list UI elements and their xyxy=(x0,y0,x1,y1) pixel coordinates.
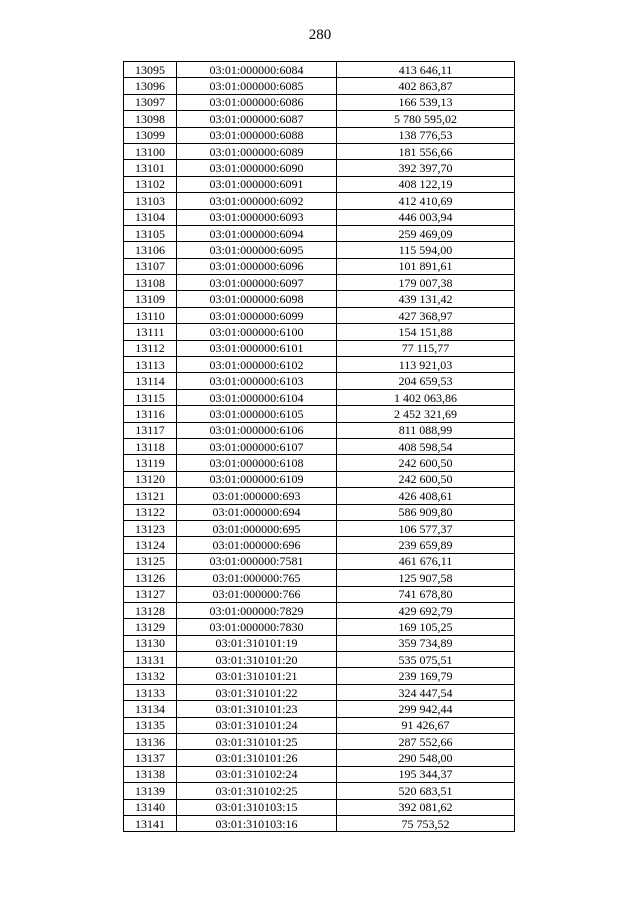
value-cell: 439 131,42 xyxy=(337,291,515,307)
row-number-cell: 13103 xyxy=(124,193,177,209)
value-cell: 413 646,11 xyxy=(337,62,515,78)
value-cell: 324 447,54 xyxy=(337,684,515,700)
table-row xyxy=(124,504,515,520)
cadastral-number-cell: 03:01:000000:7830 xyxy=(177,619,337,635)
value-cell: 535 075,51 xyxy=(337,652,515,668)
row-number-cell: 13125 xyxy=(124,553,177,569)
table-body xyxy=(124,62,515,832)
value-cell: 299 942,44 xyxy=(337,701,515,717)
value-cell: 204 659,53 xyxy=(337,373,515,389)
cadastral-number-cell: 03:01:000000:696 xyxy=(177,537,337,553)
cadastral-number-cell: 03:01:000000:6095 xyxy=(177,242,337,258)
row-number-cell: 13096 xyxy=(124,78,177,94)
table-row xyxy=(124,357,515,373)
value-cell: 154 151,88 xyxy=(337,324,515,340)
cadastral-number-cell: 03:01:000000:693 xyxy=(177,488,337,504)
table-row xyxy=(124,406,515,422)
row-number-cell: 13115 xyxy=(124,389,177,405)
value-cell: 429 692,79 xyxy=(337,602,515,618)
value-cell: 427 368,97 xyxy=(337,307,515,323)
value-cell: 402 863,87 xyxy=(337,78,515,94)
table-row xyxy=(124,340,515,356)
table-row xyxy=(124,537,515,553)
cadastral-number-cell: 03:01:000000:6085 xyxy=(177,78,337,94)
row-number-cell: 13104 xyxy=(124,209,177,225)
value-cell: 91 426,67 xyxy=(337,717,515,733)
table-row xyxy=(124,291,515,307)
value-cell: 520 683,51 xyxy=(337,783,515,799)
row-number-cell: 13116 xyxy=(124,406,177,422)
value-cell: 242 600,50 xyxy=(337,455,515,471)
cadastral-number-cell: 03:01:310102:24 xyxy=(177,766,337,782)
value-cell: 166 539,13 xyxy=(337,94,515,110)
cadastral-number-cell: 03:01:310102:25 xyxy=(177,783,337,799)
table-row xyxy=(124,684,515,700)
table-row xyxy=(124,570,515,586)
row-number-cell: 13101 xyxy=(124,160,177,176)
table-row xyxy=(124,225,515,241)
row-number-cell: 13110 xyxy=(124,307,177,323)
cadastral-number-cell: 03:01:000000:6108 xyxy=(177,455,337,471)
cadastral-number-cell: 03:01:000000:6099 xyxy=(177,307,337,323)
table-row xyxy=(124,62,515,78)
value-cell: 101 891,61 xyxy=(337,258,515,274)
row-number-cell: 13100 xyxy=(124,143,177,159)
value-cell: 77 115,77 xyxy=(337,340,515,356)
value-cell: 179 007,38 xyxy=(337,275,515,291)
value-cell: 259 469,09 xyxy=(337,225,515,241)
row-number-cell: 13105 xyxy=(124,225,177,241)
cadastral-number-cell: 03:01:000000:6094 xyxy=(177,225,337,241)
row-number-cell: 13121 xyxy=(124,488,177,504)
row-number-cell: 13109 xyxy=(124,291,177,307)
table-row xyxy=(124,553,515,569)
cadastral-number-cell: 03:01:000000:766 xyxy=(177,586,337,602)
value-cell: 115 594,00 xyxy=(337,242,515,258)
cadastral-number-cell: 03:01:000000:6089 xyxy=(177,143,337,159)
cadastral-number-cell: 03:01:000000:6102 xyxy=(177,357,337,373)
table-row xyxy=(124,94,515,110)
cadastral-number-cell: 03:01:310103:15 xyxy=(177,799,337,815)
row-number-cell: 13133 xyxy=(124,684,177,700)
table-row xyxy=(124,176,515,192)
value-cell: 239 169,79 xyxy=(337,668,515,684)
cadastral-number-cell: 03:01:000000:694 xyxy=(177,504,337,520)
cadastral-number-cell: 03:01:000000:6088 xyxy=(177,127,337,143)
table-row xyxy=(124,717,515,733)
row-number-cell: 13124 xyxy=(124,537,177,553)
value-cell: 359 734,89 xyxy=(337,635,515,651)
row-number-cell: 13140 xyxy=(124,799,177,815)
value-cell: 392 397,70 xyxy=(337,160,515,176)
cadastral-number-cell: 03:01:000000:6096 xyxy=(177,258,337,274)
row-number-cell: 13122 xyxy=(124,504,177,520)
cadastral-number-cell: 03:01:310101:20 xyxy=(177,652,337,668)
cadastral-number-cell: 03:01:310101:25 xyxy=(177,734,337,750)
row-number-cell: 13114 xyxy=(124,373,177,389)
row-number-cell: 13119 xyxy=(124,455,177,471)
cadastral-number-cell: 03:01:000000:765 xyxy=(177,570,337,586)
value-cell: 408 122,19 xyxy=(337,176,515,192)
cadastral-number-cell: 03:01:000000:6106 xyxy=(177,422,337,438)
value-cell: 106 577,37 xyxy=(337,520,515,536)
value-cell: 125 907,58 xyxy=(337,570,515,586)
cadastral-number-cell: 03:01:310103:16 xyxy=(177,815,337,831)
value-cell: 5 780 595,02 xyxy=(337,111,515,127)
table-row xyxy=(124,488,515,504)
cadastral-number-cell: 03:01:000000:695 xyxy=(177,520,337,536)
table-row xyxy=(124,160,515,176)
cadastral-number-cell: 03:01:000000:6107 xyxy=(177,438,337,454)
cadastral-number-cell: 03:01:310101:21 xyxy=(177,668,337,684)
value-cell: 290 548,00 xyxy=(337,750,515,766)
table-row xyxy=(124,734,515,750)
row-number-cell: 13128 xyxy=(124,602,177,618)
table-row xyxy=(124,701,515,717)
cadastral-number-cell: 03:01:000000:6092 xyxy=(177,193,337,209)
table-row xyxy=(124,471,515,487)
value-cell: 811 088,99 xyxy=(337,422,515,438)
row-number-cell: 13139 xyxy=(124,783,177,799)
row-number-cell: 13120 xyxy=(124,471,177,487)
row-number-cell: 13135 xyxy=(124,717,177,733)
row-number-cell: 13111 xyxy=(124,324,177,340)
value-cell: 586 909,80 xyxy=(337,504,515,520)
row-number-cell: 13126 xyxy=(124,570,177,586)
table-row xyxy=(124,111,515,127)
cadastral-number-cell: 03:01:310101:26 xyxy=(177,750,337,766)
row-number-cell: 13132 xyxy=(124,668,177,684)
table-row xyxy=(124,193,515,209)
cadastral-number-cell: 03:01:310101:24 xyxy=(177,717,337,733)
value-cell: 408 598,54 xyxy=(337,438,515,454)
value-cell: 1 402 063,86 xyxy=(337,389,515,405)
table-row xyxy=(124,668,515,684)
table-row xyxy=(124,766,515,782)
table-row xyxy=(124,78,515,94)
row-number-cell: 13107 xyxy=(124,258,177,274)
table-row xyxy=(124,783,515,799)
cadastral-number-cell: 03:01:000000:6084 xyxy=(177,62,337,78)
table-row xyxy=(124,520,515,536)
row-number-cell: 13108 xyxy=(124,275,177,291)
value-cell: 461 676,11 xyxy=(337,553,515,569)
value-cell: 181 556,66 xyxy=(337,143,515,159)
page-number: 280 xyxy=(308,27,332,43)
value-cell: 287 552,66 xyxy=(337,734,515,750)
row-number-cell: 13138 xyxy=(124,766,177,782)
cadastral-number-cell: 03:01:000000:7829 xyxy=(177,602,337,618)
value-cell: 2 452 321,69 xyxy=(337,406,515,422)
cadastral-number-cell: 03:01:000000:6109 xyxy=(177,471,337,487)
row-number-cell: 13123 xyxy=(124,520,177,536)
row-number-cell: 13113 xyxy=(124,357,177,373)
row-number-cell: 13099 xyxy=(124,127,177,143)
table-row xyxy=(124,258,515,274)
cadastral-number-cell: 03:01:000000:6105 xyxy=(177,406,337,422)
cadastral-number-cell: 03:01:000000:6101 xyxy=(177,340,337,356)
cadastral-number-cell: 03:01:000000:6100 xyxy=(177,324,337,340)
row-number-cell: 13136 xyxy=(124,734,177,750)
value-cell: 75 753,52 xyxy=(337,815,515,831)
cadastral-number-cell: 03:01:310101:22 xyxy=(177,684,337,700)
cadastral-number-cell: 03:01:000000:6086 xyxy=(177,94,337,110)
value-cell: 138 776,53 xyxy=(337,127,515,143)
row-number-cell: 13130 xyxy=(124,635,177,651)
row-number-cell: 13127 xyxy=(124,586,177,602)
row-number-cell: 13098 xyxy=(124,111,177,127)
table-row xyxy=(124,750,515,766)
value-cell: 242 600,50 xyxy=(337,471,515,487)
cadastral-number-cell: 03:01:000000:6087 xyxy=(177,111,337,127)
cadastral-number-cell: 03:01:000000:6103 xyxy=(177,373,337,389)
row-number-cell: 13134 xyxy=(124,701,177,717)
cadastral-number-cell: 03:01:000000:6097 xyxy=(177,275,337,291)
table-row xyxy=(124,324,515,340)
cadastral-number-cell: 03:01:000000:6098 xyxy=(177,291,337,307)
table-row xyxy=(124,275,515,291)
value-cell: 446 003,94 xyxy=(337,209,515,225)
row-number-cell: 13141 xyxy=(124,815,177,831)
table-row xyxy=(124,602,515,618)
row-number-cell: 13137 xyxy=(124,750,177,766)
value-cell: 412 410,69 xyxy=(337,193,515,209)
row-number-cell: 13106 xyxy=(124,242,177,258)
table-row xyxy=(124,799,515,815)
table-row xyxy=(124,635,515,651)
cadastral-number-cell: 03:01:310101:19 xyxy=(177,635,337,651)
table-row xyxy=(124,143,515,159)
cadastral-number-cell: 03:01:000000:7581 xyxy=(177,553,337,569)
cadastral-number-cell: 03:01:000000:6091 xyxy=(177,176,337,192)
table-row xyxy=(124,586,515,602)
value-cell: 169 105,25 xyxy=(337,619,515,635)
value-cell: 239 659,89 xyxy=(337,537,515,553)
cadastral-number-cell: 03:01:000000:6090 xyxy=(177,160,337,176)
value-cell: 426 408,61 xyxy=(337,488,515,504)
cadastral-value-table xyxy=(123,61,515,832)
table-row xyxy=(124,455,515,471)
cadastral-number-cell: 03:01:000000:6104 xyxy=(177,389,337,405)
table-row xyxy=(124,389,515,405)
row-number-cell: 13112 xyxy=(124,340,177,356)
cadastral-number-cell: 03:01:310101:23 xyxy=(177,701,337,717)
row-number-cell: 13102 xyxy=(124,176,177,192)
value-cell: 113 921,03 xyxy=(337,357,515,373)
table-row xyxy=(124,127,515,143)
row-number-cell: 13118 xyxy=(124,438,177,454)
table-row xyxy=(124,209,515,225)
table-row xyxy=(124,373,515,389)
row-number-cell: 13129 xyxy=(124,619,177,635)
value-cell: 741 678,80 xyxy=(337,586,515,602)
row-number-cell: 13097 xyxy=(124,94,177,110)
table-row xyxy=(124,652,515,668)
row-number-cell: 13117 xyxy=(124,422,177,438)
row-number-cell: 13095 xyxy=(124,62,177,78)
table-row xyxy=(124,619,515,635)
table-row xyxy=(124,307,515,323)
table-row xyxy=(124,242,515,258)
table-row xyxy=(124,422,515,438)
table-row xyxy=(124,815,515,831)
row-number-cell: 13131 xyxy=(124,652,177,668)
value-cell: 392 081,62 xyxy=(337,799,515,815)
table-row xyxy=(124,438,515,454)
cadastral-number-cell: 03:01:000000:6093 xyxy=(177,209,337,225)
value-cell: 195 344,37 xyxy=(337,766,515,782)
